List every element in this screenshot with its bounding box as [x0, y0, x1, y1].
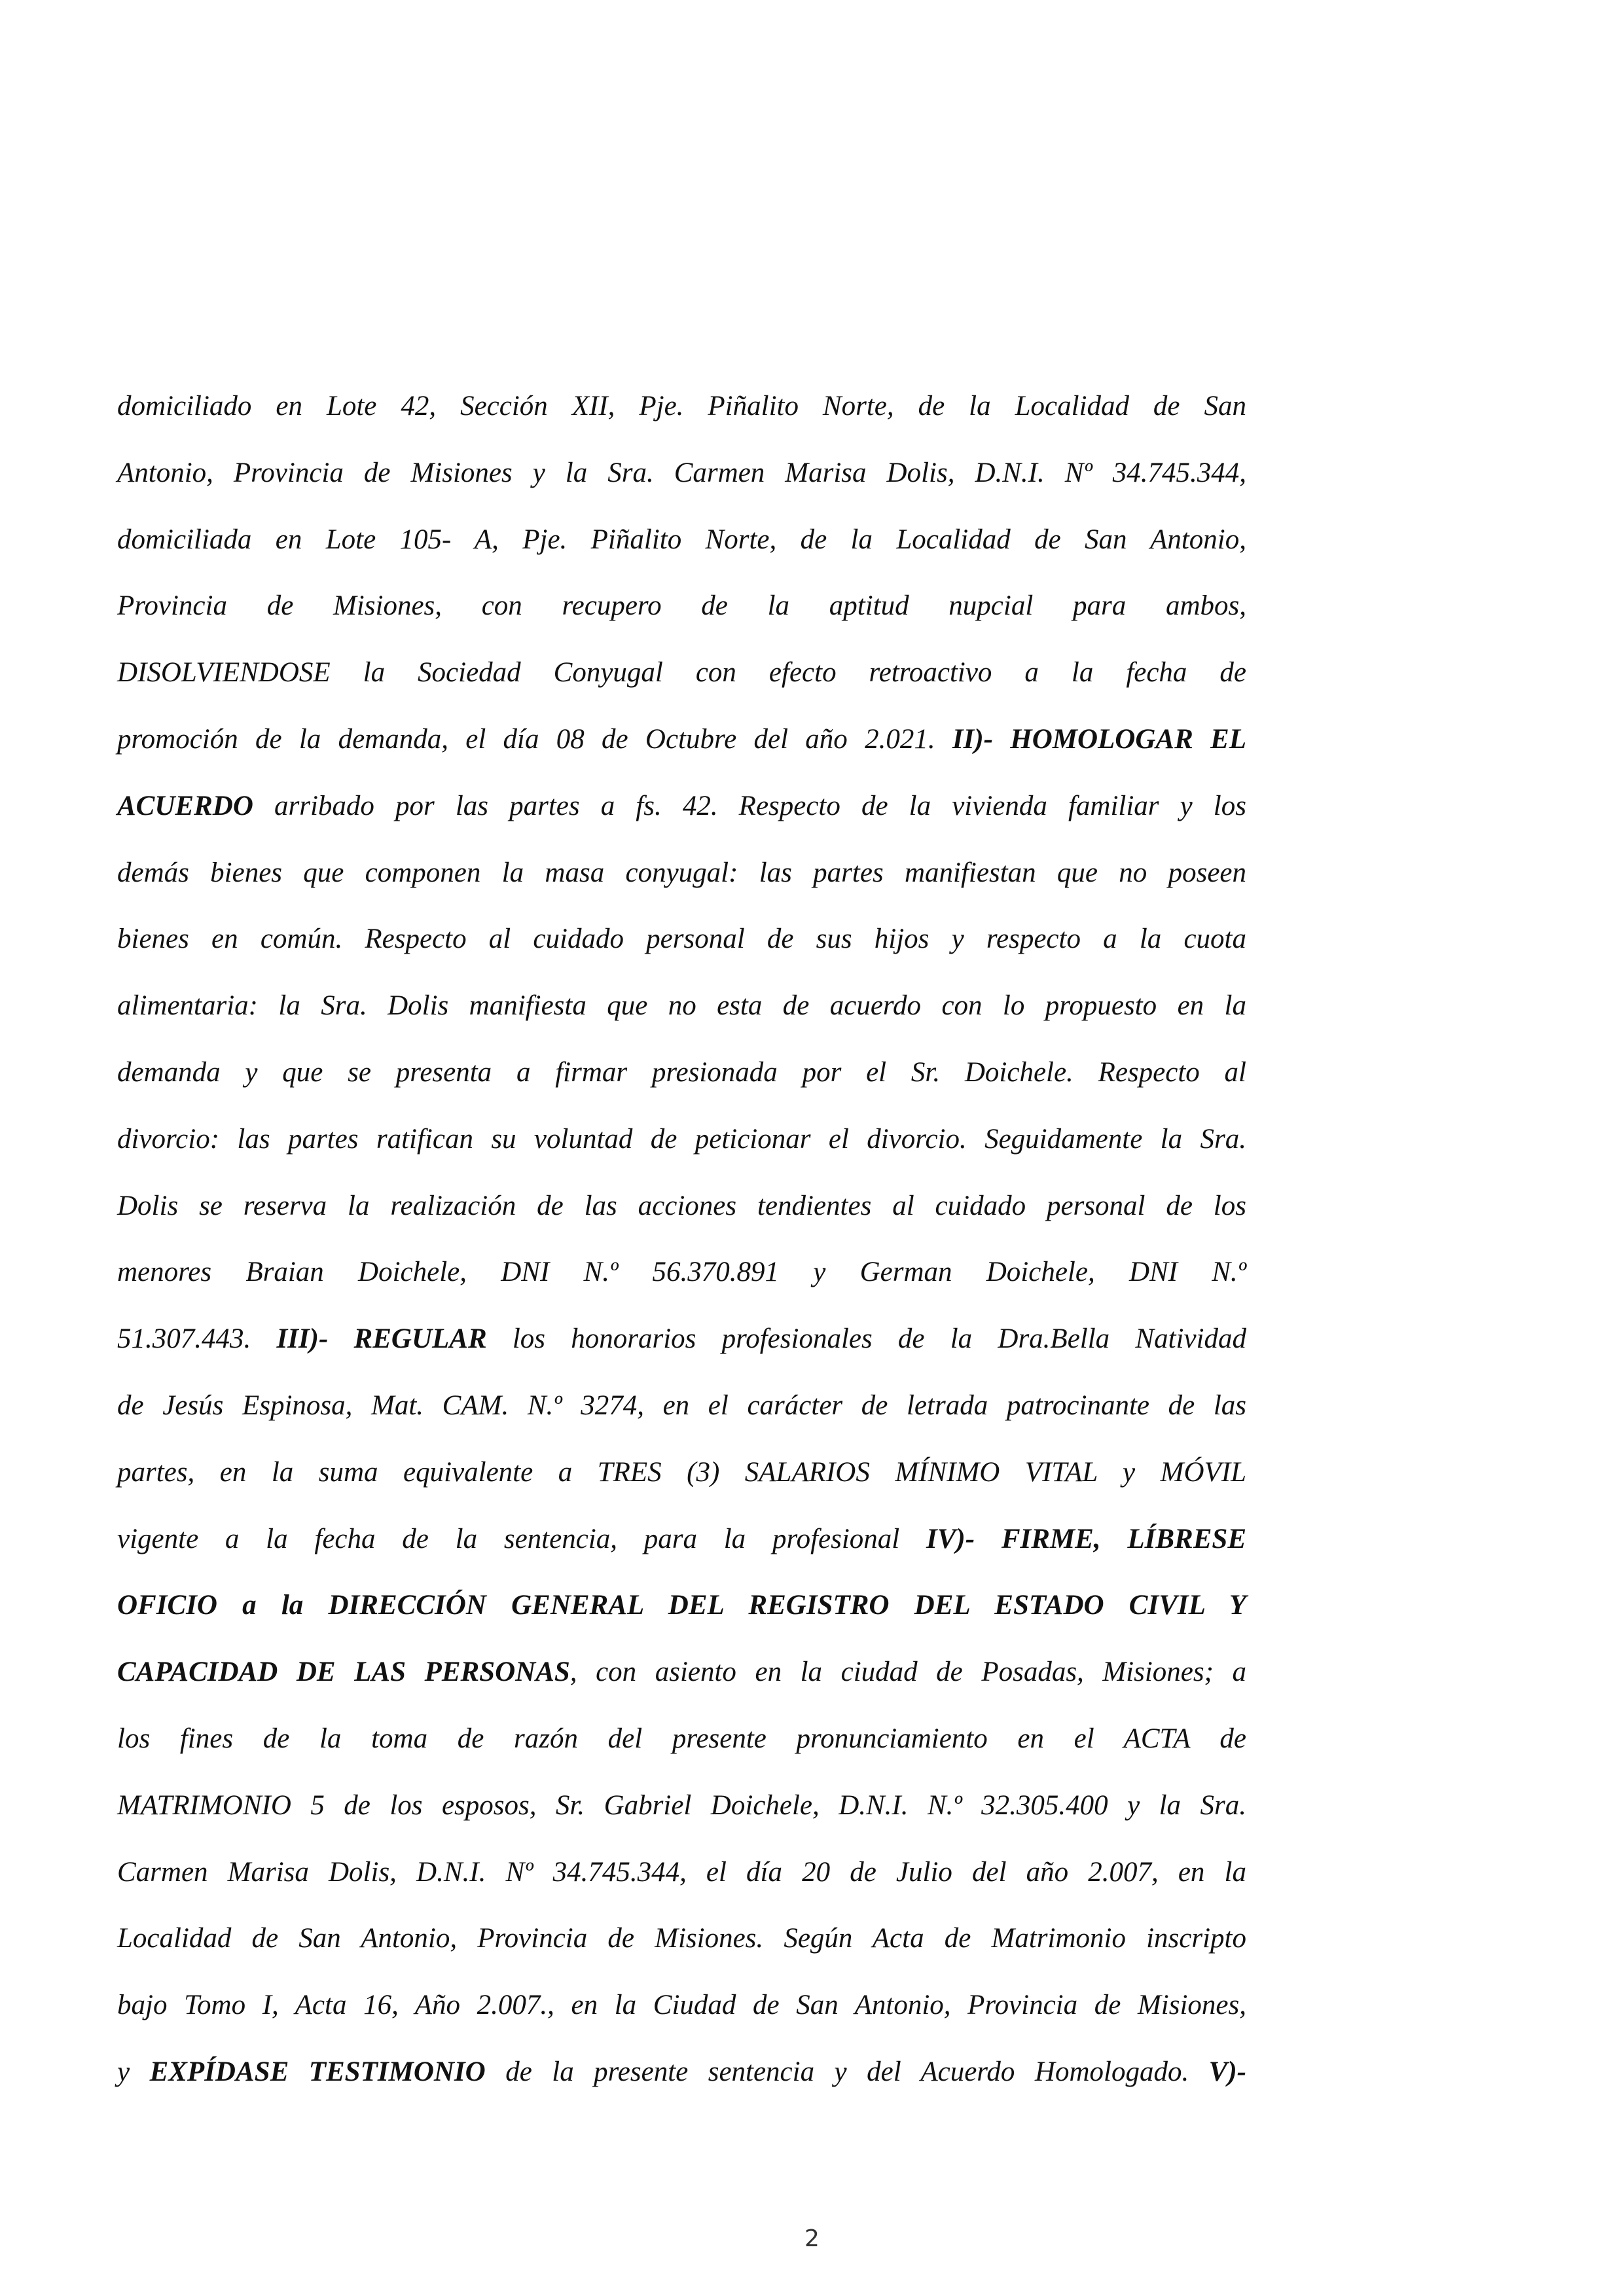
bold-text-run: EXPÍDASE TESTIMONIO — [149, 2056, 486, 2087]
text-run: MATRIMONIO 5 de los esposos, Sr. Gabriel Doichele, D.N.I. N.º 32.305.400 y la Sra. — [117, 1789, 1246, 1821]
text-line — [117, 1306, 1246, 1372]
text-run: demás bienes que componen la masa conyugal: las partes manifiestan que no poseen — [117, 857, 1246, 888]
text-run: Antonio, Provincia de Misiones y la Sra. Carmen Marisa Dolis, D.N.I. Nº 34.745.344, — [117, 457, 1246, 488]
text-run: 51.307.443. — [117, 1323, 277, 1355]
text-line — [117, 1239, 1246, 1306]
text-run: domiciliado en Lote 42, Sección XII, Pje. Piñalito Norte, de la Localidad de San — [117, 391, 1246, 422]
text-run: arribado por las partes a fs. 42. Respecto de la vivienda familiar y los — [253, 790, 1246, 821]
text-line — [117, 706, 1246, 773]
text-line — [117, 1706, 1246, 1772]
text-line — [117, 840, 1246, 906]
text-line — [117, 1506, 1246, 1573]
text-run: divorcio: las partes ratifican su voluntad de peticionar el divorcio. Seguidamente la Sra. — [117, 1123, 1246, 1155]
bold-text-run: III)- REGULAR — [276, 1323, 487, 1355]
bold-text-run: II)- HOMOLOGAR EL — [952, 723, 1246, 755]
text-line — [117, 773, 1246, 840]
text-run: Dolis se reserva la realización de las acciones tendientes al cuidado personal de los — [117, 1190, 1246, 1221]
text-run: DISOLVIENDOSE la Sociedad Conyugal con efecto retroactivo a la fecha de — [117, 657, 1246, 689]
bold-text-run: IV)- FIRME, LÍBRESE — [926, 1523, 1246, 1554]
text-run: alimentaria: la Sra. Dolis manifiesta que no esta de acuerdo con lo propuesto en la — [117, 990, 1246, 1022]
text-line — [117, 1972, 1246, 2039]
text-line — [117, 373, 1246, 440]
bold-text-run: CAPACIDAD DE LAS PERSONAS — [117, 1657, 570, 1688]
document-body-text — [117, 373, 1246, 2106]
text-run: bajo Tomo I, Acta 16, Año 2.007., en la Ciudad de San Antonio, Provincia de Misiones, — [117, 1990, 1246, 2021]
text-run: de la presente sentencia y del Acuerdo Homologado. — [485, 2056, 1209, 2087]
text-run: Carmen Marisa Dolis, D.N.I. Nº 34.745.344, el día 20 de Julio del año 2.007, en la — [117, 1856, 1246, 1888]
bold-text-run: ACUERDO — [117, 790, 253, 821]
text-run: domiciliada en Lote 105- A, Pje. Piñalito Norte, de la Localidad de San Antonio, — [117, 524, 1246, 555]
text-line — [117, 573, 1246, 639]
text-line — [117, 1639, 1246, 1706]
text-run: bienes en común. Respecto al cuidado personal de sus hijos y respecto a la cuota — [117, 924, 1246, 955]
text-line — [117, 1039, 1246, 1106]
text-run: los fines de la toma de razón del presente pronunciamiento en el ACTA de — [117, 1723, 1246, 1754]
text-line — [117, 906, 1246, 973]
text-run: partes, en la suma equivalente a TRES (3) SALARIOS MÍNIMO VITAL y MÓVIL — [117, 1456, 1246, 1488]
text-line — [117, 639, 1246, 706]
bold-text-run: V)- — [1208, 2056, 1246, 2087]
text-run: , con asiento en la ciudad de Posadas, Misiones; a — [569, 1657, 1246, 1688]
text-line — [117, 1839, 1246, 1906]
text-run: Provincia de Misiones, con recupero de la aptitud nupcial para ambos, — [117, 590, 1246, 622]
text-run: vigente a la fecha de la sentencia, para la profesional — [117, 1523, 927, 1554]
text-run: menores Braian Doichele, DNI N.º 56.370.891 y German Doichele, DNI N.º — [117, 1257, 1246, 1288]
text-line — [117, 1572, 1246, 1639]
text-line — [117, 1173, 1246, 1240]
page-number: 2 — [804, 2225, 820, 2252]
text-run: demanda y que se presenta a firmar presionada por el Sr. Doichele. Respecto al — [117, 1056, 1246, 1088]
text-line — [117, 1372, 1246, 1439]
text-run: Localidad de San Antonio, Provincia de Misiones. Según Acta de Matrimonio inscripto — [117, 1923, 1246, 1954]
text-line — [117, 1106, 1246, 1173]
text-line — [117, 1905, 1246, 1972]
text-line — [117, 1772, 1246, 1839]
bold-text-run: OFICIO a la DIRECCIÓN GENERAL DEL REGISTRO DEL ESTADO CIVIL Y — [117, 1590, 1246, 1621]
text-line — [117, 507, 1246, 573]
text-line — [117, 1439, 1246, 1506]
text-run: promoción de la demanda, el día 08 de Octubre del año 2.021. — [117, 723, 952, 755]
text-line — [117, 973, 1246, 1039]
text-run: de Jesús Espinosa, Mat. CAM. N.º 3274, en el carácter de letrada patrocinante de las — [117, 1390, 1246, 1421]
text-run: y — [117, 2056, 150, 2087]
text-line — [117, 440, 1246, 507]
text-run: los honorarios profesionales de la Dra.Bella Natividad — [486, 1323, 1246, 1355]
text-line — [117, 2039, 1246, 2106]
